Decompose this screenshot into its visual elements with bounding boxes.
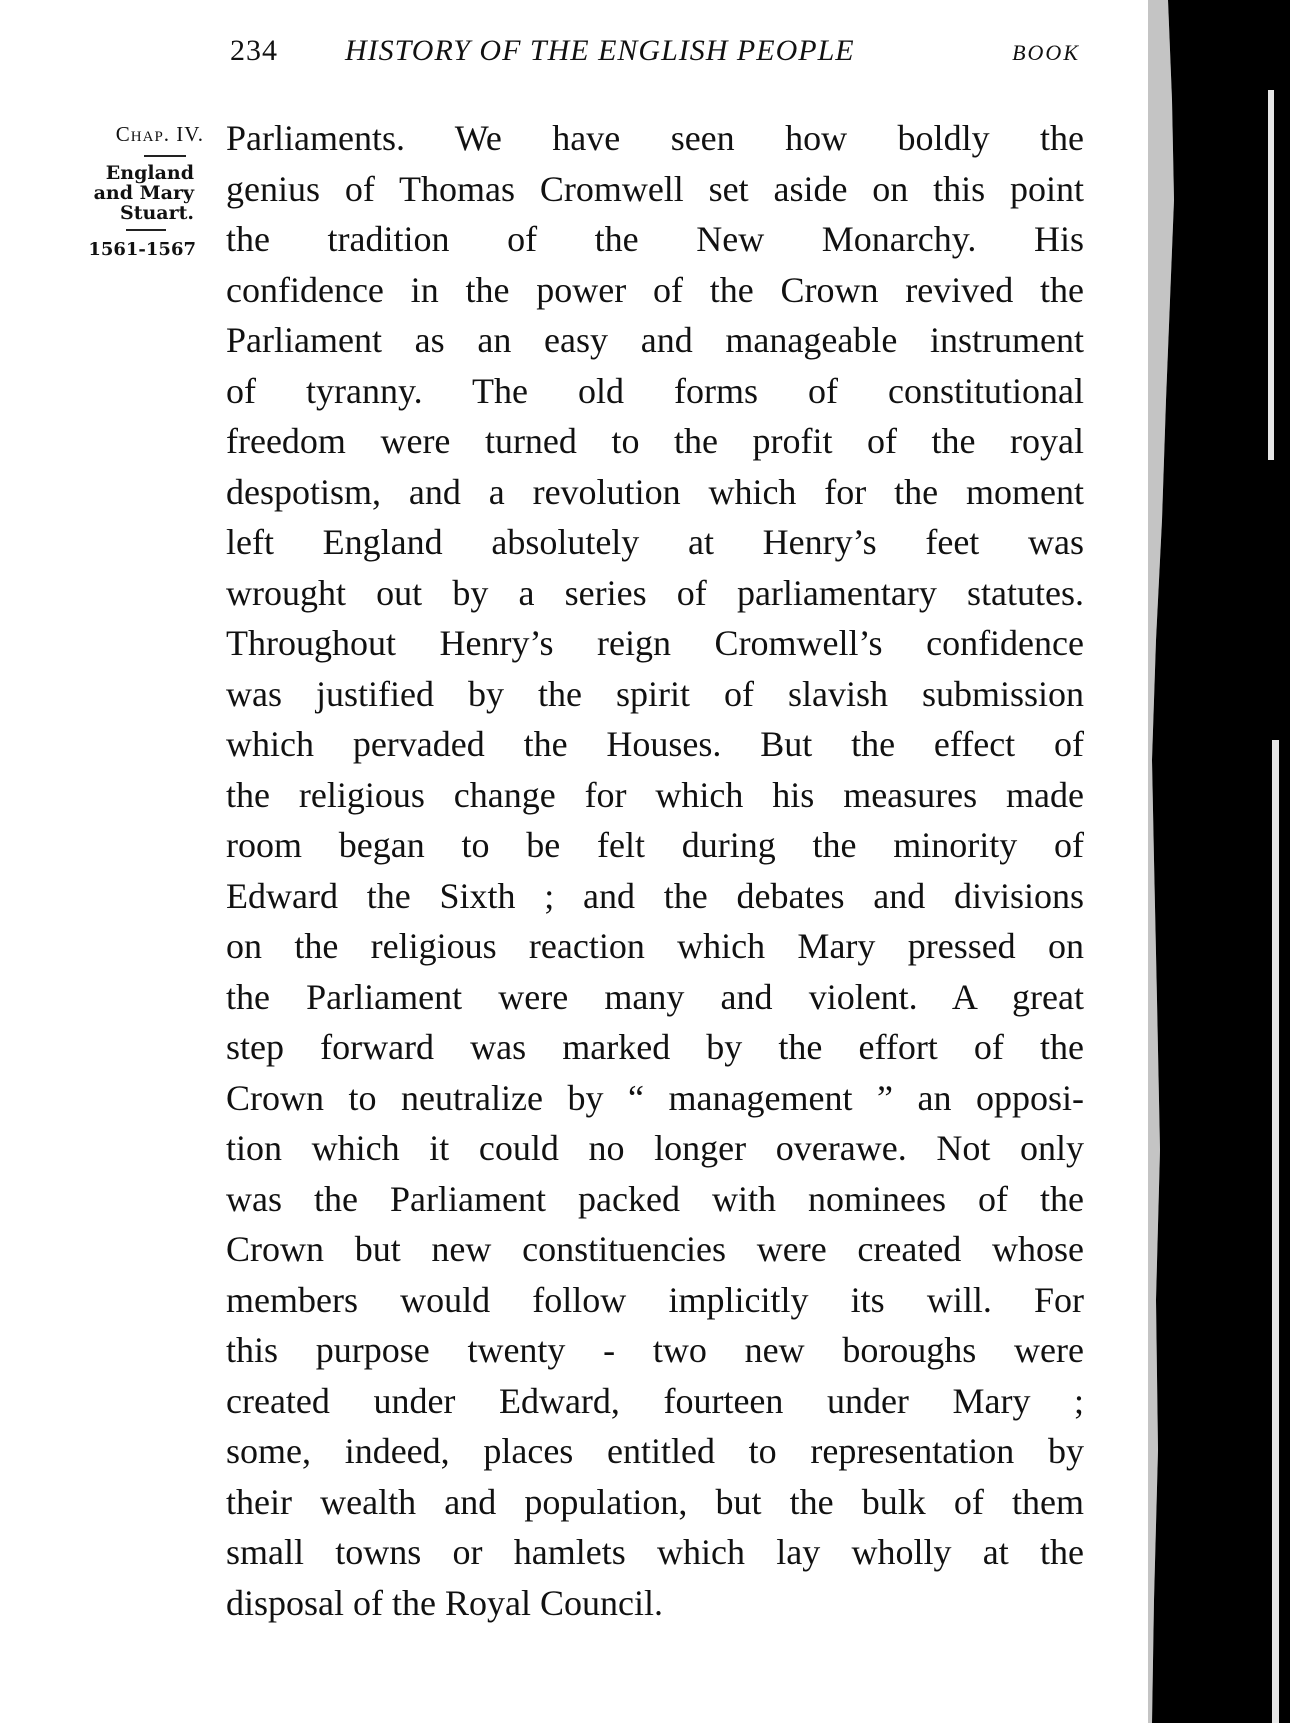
page-number: 234 (230, 34, 278, 67)
text-line: room began to be felt during the minority of (226, 825, 1084, 865)
text-line: of tyranny. The old forms of constitutional (226, 370, 1084, 411)
text-line: step forward was marked by the effort of the (226, 1027, 1084, 1067)
body-text (226, 113, 1084, 1628)
text-line: which pervaded the Houses. But the effect of (226, 724, 1084, 764)
side-note-line: England (105, 162, 194, 184)
text-line: created under Edward, fourteen under Mary ; (226, 1380, 1084, 1421)
running-title: HISTORY OF THE ENGLISH PEOPLE (345, 34, 855, 67)
text-line: Edward the Sixth ; and the debates and divisions (226, 875, 1084, 916)
text-line: small towns or hamlets which lay wholly at the (226, 1532, 1084, 1572)
text-line: Parliaments. We have seen how boldly the (226, 118, 1084, 158)
text-line: the Parliament were many and violent. A great (226, 976, 1084, 1017)
text-line: on the religious reaction which Mary pressed on (226, 926, 1084, 966)
text-line: left England absolutely at Henry’s feet was (226, 522, 1084, 562)
text-line: confidence in the power of the Crown revived the (226, 269, 1084, 310)
text-line: was justified by the spirit of slavish submission (226, 673, 1084, 714)
side-note (74, 163, 204, 223)
running-header (210, 34, 1080, 78)
text-line: some, indeed, places entitled to representation by (226, 1431, 1084, 1471)
text-line: members would follow implicitly its will. For (226, 1279, 1084, 1320)
text-line: despotism, and a revolution which for the moment (226, 471, 1084, 512)
margin-rule-bottom (126, 229, 166, 231)
text-line: their wealth and population, but the bulk of them (226, 1481, 1084, 1522)
text-line: was the Parliament packed with nominees of the (226, 1178, 1084, 1219)
date-range: 1561-1567 (88, 239, 196, 260)
text-line: wrought out by a series of parliamentary statutes. (226, 572, 1084, 613)
text-line: disposal of the Royal Council. (226, 1582, 663, 1623)
margin-rule-top (144, 155, 186, 157)
text-line: this purpose twenty - two new boroughs were (226, 1330, 1084, 1370)
text-line: the religious change for which his measures made (226, 774, 1084, 815)
binding-edge-shadow (1148, 0, 1290, 1723)
side-note-line: and Mary (93, 182, 194, 204)
text-line: Parliament as an easy and manageable instrument (226, 320, 1084, 360)
side-note-line: Stuart. (119, 202, 194, 224)
book-label: BOOK (1012, 40, 1080, 65)
text-line: Crown but new constituencies were created whose (226, 1229, 1084, 1269)
text-line: Throughout Henry’s reign Cromwell’s confidence (226, 623, 1084, 663)
text-line: tion which it could no longer overawe. Not only (226, 1128, 1084, 1168)
text-line: freedom were turned to the profit of the royal (226, 421, 1084, 461)
margin-notes (74, 122, 204, 260)
text-line: genius of Thomas Cromwell set aside on this point (226, 168, 1084, 209)
text-line: the tradition of the New Monarchy. His (226, 219, 1084, 259)
text-line: Crown to neutralize by “ management ” an opposi- (226, 1077, 1084, 1118)
chapter-label: Chap. IV. (115, 122, 204, 146)
